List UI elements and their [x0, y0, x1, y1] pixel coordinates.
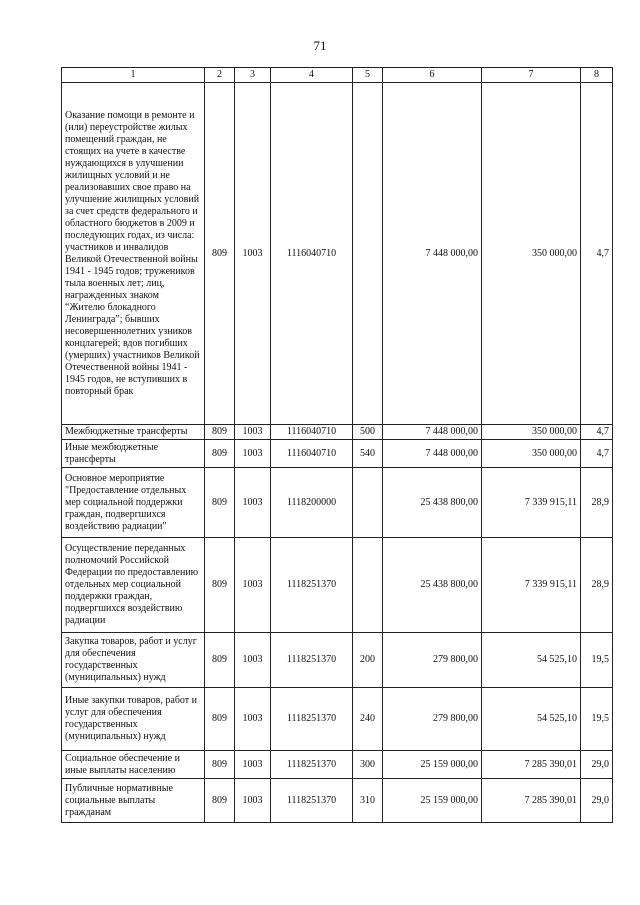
- plan-amount: 25 159 000,00: [383, 751, 482, 779]
- target-code: 1118251370: [271, 688, 353, 751]
- column-header: 8: [581, 68, 613, 83]
- ministry-code: 809: [205, 779, 235, 823]
- execution-percent: 29,0: [581, 779, 613, 823]
- page-number: 71: [313, 38, 327, 53]
- column-header: 1: [62, 68, 205, 83]
- ministry-code: 809: [205, 538, 235, 633]
- target-code: 1118251370: [271, 779, 353, 823]
- expense-type-code: 500: [353, 425, 383, 440]
- expense-type-code: 540: [353, 440, 383, 468]
- row-name: Иные закупки товаров, работ и услуг для обеспечения государственных (муниципальных) нужд: [62, 688, 205, 751]
- expense-type-code: [353, 468, 383, 538]
- plan-amount: 7 448 000,00: [383, 425, 482, 440]
- target-code: 1116040710: [271, 83, 353, 425]
- row-name: Оказание помощи в ремонте и (или) переустройстве жилых помещений граждан, не стоящих на учете в качестве нуждающихся в улучшении жилищных условий и не реализовавших свое право на улучшение жилищных условий за счет средств федерального и областного бюджетов в 2009 и последующих годах, из числа: участников и инвалидов Великой Отечественной войны 1941 - 1945 годов; тружеников тыла военных лет; лиц, награжденных знаком “Жителю блокадного Ленинграда”; бывших несовершеннолетних узников концлагерей; вдов погибших (умерших) участников Великой Отечественной войны 1941 - 1945 годов, не вступивших в повторный брак: [62, 83, 205, 425]
- expense-type-code: 200: [353, 633, 383, 688]
- section-code: 1003: [235, 425, 271, 440]
- table-row: [62, 538, 613, 633]
- section-code: 1003: [235, 633, 271, 688]
- column-header: 6: [383, 68, 482, 83]
- execution-percent: 19,5: [581, 633, 613, 688]
- fact-amount: 54 525,10: [482, 688, 581, 751]
- fact-amount: 7 285 390,01: [482, 779, 581, 823]
- ministry-code: 809: [205, 751, 235, 779]
- expense-type-code: [353, 538, 383, 633]
- table-row: [62, 83, 613, 425]
- table-row: [62, 633, 613, 688]
- section-code: 1003: [235, 83, 271, 425]
- budget-table: [61, 67, 613, 823]
- table-row: [62, 425, 613, 440]
- row-name: Основное мероприятие "Предоставление отдельных мер социальной поддержки граждан, подвергшихся воздействию радиации": [62, 468, 205, 538]
- execution-percent: 4,7: [581, 425, 613, 440]
- section-code: 1003: [235, 779, 271, 823]
- expense-type-code: 300: [353, 751, 383, 779]
- row-name: Осуществление переданных полномочий Российской Федерации по предоставлению отдельных мер социальной поддержки граждан, подвергшихся воздействию радиации: [62, 538, 205, 633]
- fact-amount: 7 339 915,11: [482, 538, 581, 633]
- plan-amount: 25 159 000,00: [383, 779, 482, 823]
- execution-percent: 19,5: [581, 688, 613, 751]
- fact-amount: 7 285 390,01: [482, 751, 581, 779]
- ministry-code: 809: [205, 633, 235, 688]
- execution-percent: 4,7: [581, 440, 613, 468]
- table-row: [62, 688, 613, 751]
- table-row: [62, 751, 613, 779]
- execution-percent: 28,9: [581, 538, 613, 633]
- column-header: 7: [482, 68, 581, 83]
- column-header: 3: [235, 68, 271, 83]
- execution-percent: 4,7: [581, 83, 613, 425]
- column-header: 2: [205, 68, 235, 83]
- section-code: 1003: [235, 538, 271, 633]
- table-row: [62, 779, 613, 823]
- plan-amount: 279 800,00: [383, 633, 482, 688]
- column-header: 4: [271, 68, 353, 83]
- column-number-row: [62, 68, 613, 83]
- fact-amount: 350 000,00: [482, 440, 581, 468]
- fact-amount: 350 000,00: [482, 425, 581, 440]
- target-code: 1116040710: [271, 440, 353, 468]
- target-code: 1118200000: [271, 468, 353, 538]
- row-name: Закупка товаров, работ и услуг для обеспечения государственных (муниципальных) нужд: [62, 633, 205, 688]
- target-code: 1118251370: [271, 633, 353, 688]
- ministry-code: 809: [205, 425, 235, 440]
- plan-amount: 25 438 800,00: [383, 538, 482, 633]
- row-name: Социальное обеспечение и иные выплаты населению: [62, 751, 205, 779]
- expense-type-code: [353, 83, 383, 425]
- section-code: 1003: [235, 440, 271, 468]
- plan-amount: 7 448 000,00: [383, 83, 482, 425]
- row-name: Иные межбюджетные трансферты: [62, 440, 205, 468]
- plan-amount: 7 448 000,00: [383, 440, 482, 468]
- table-row: [62, 468, 613, 538]
- section-code: 1003: [235, 468, 271, 538]
- target-code: 1118251370: [271, 751, 353, 779]
- plan-amount: 279 800,00: [383, 688, 482, 751]
- execution-percent: 28,9: [581, 468, 613, 538]
- expense-type-code: 310: [353, 779, 383, 823]
- execution-percent: 29,0: [581, 751, 613, 779]
- row-name: Публичные нормативные социальные выплаты гражданам: [62, 779, 205, 823]
- fact-amount: 7 339 915,11: [482, 468, 581, 538]
- fact-amount: 350 000,00: [482, 83, 581, 425]
- section-code: 1003: [235, 751, 271, 779]
- expense-type-code: 240: [353, 688, 383, 751]
- section-code: 1003: [235, 688, 271, 751]
- ministry-code: 809: [205, 440, 235, 468]
- row-name: Межбюджетные трансферты: [62, 425, 205, 440]
- target-code: 1116040710: [271, 425, 353, 440]
- ministry-code: 809: [205, 83, 235, 425]
- ministry-code: 809: [205, 468, 235, 538]
- fact-amount: 54 525,10: [482, 633, 581, 688]
- plan-amount: 25 438 800,00: [383, 468, 482, 538]
- column-header: 5: [353, 68, 383, 83]
- target-code: 1118251370: [271, 538, 353, 633]
- table-row: [62, 440, 613, 468]
- ministry-code: 809: [205, 688, 235, 751]
